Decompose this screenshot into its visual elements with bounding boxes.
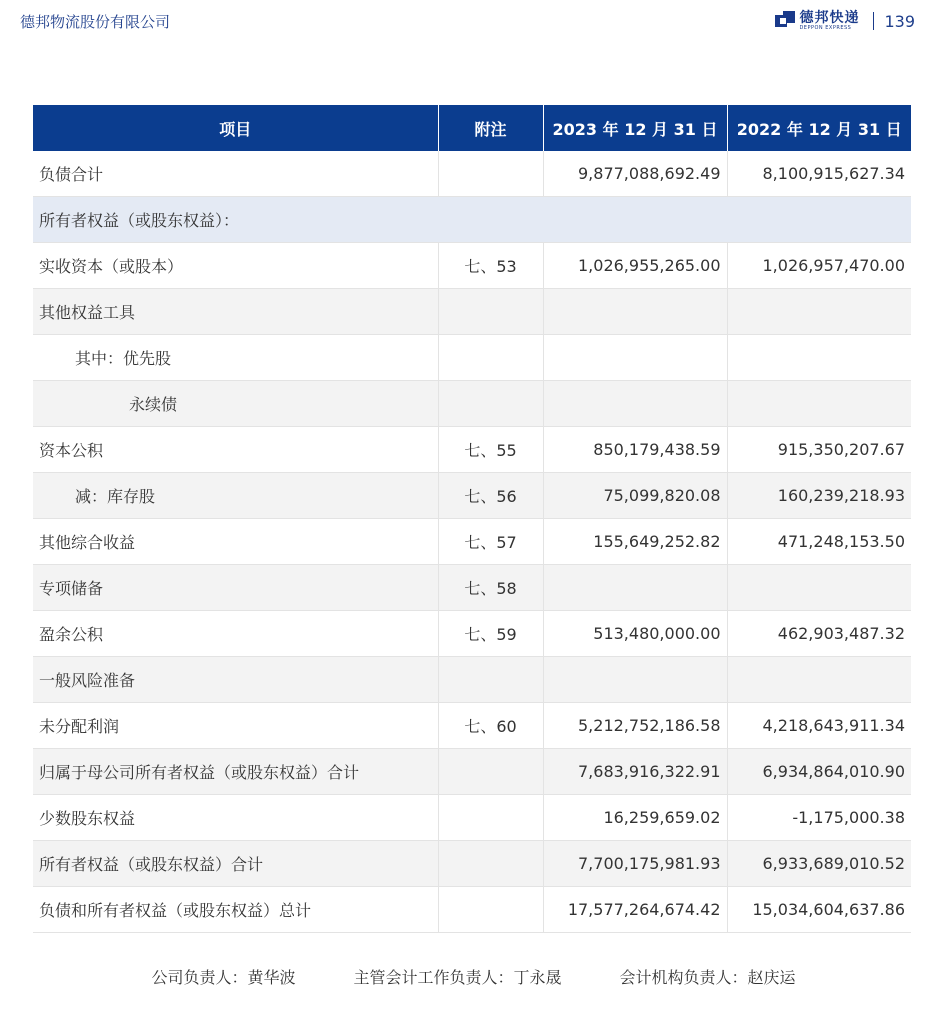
row-value-2022: 160,239,218.93 <box>727 473 911 519</box>
table-row <box>33 381 911 427</box>
row-note <box>438 749 543 795</box>
row-value-2022: 462,903,487.32 <box>727 611 911 657</box>
row-value-2023 <box>543 565 727 611</box>
row-value-2023: 17,577,264,674.42 <box>543 887 727 933</box>
row-note <box>438 657 543 703</box>
row-value-2023 <box>543 657 727 703</box>
table-row <box>33 565 911 611</box>
row-value-2022: 471,248,153.50 <box>727 519 911 565</box>
row-item: 专项储备 <box>33 565 438 611</box>
table-row <box>33 749 911 795</box>
brand-logo-cn: 德邦快递 <box>799 10 860 26</box>
row-item: 少数股东权益 <box>33 795 438 841</box>
section-title: 所有者权益（或股东权益）： <box>33 197 911 243</box>
row-note: 七、58 <box>438 565 543 611</box>
table-row <box>33 473 911 519</box>
header-divider <box>873 12 874 30</box>
row-item: 负债和所有者权益（或股东权益）总计 <box>33 887 438 933</box>
accounting-head-signature: 主管会计工作负责人：丁永晟 <box>353 968 562 987</box>
row-value-2023: 850,179,438.59 <box>543 427 727 473</box>
row-value-2022: 6,933,689,010.52 <box>727 841 911 887</box>
deppon-logo-icon <box>775 11 795 31</box>
row-note <box>438 151 543 197</box>
table-row <box>33 795 911 841</box>
row-item: 未分配利润 <box>33 703 438 749</box>
row-note <box>438 887 543 933</box>
row-item: 负债合计 <box>33 151 438 197</box>
table-row <box>33 289 911 335</box>
column-header-2023: 2023 年 12 月 31 日 <box>543 105 727 151</box>
row-item: 资本公积 <box>33 427 438 473</box>
row-item: 其他权益工具 <box>33 289 438 335</box>
row-note <box>438 335 543 381</box>
row-note: 七、60 <box>438 703 543 749</box>
row-value-2022 <box>727 289 911 335</box>
row-note <box>438 841 543 887</box>
row-item: 实收资本（或股本） <box>33 243 438 289</box>
row-value-2022: 15,034,604,637.86 <box>727 887 911 933</box>
row-note <box>438 381 543 427</box>
row-note <box>438 795 543 841</box>
row-item: 所有者权益（或股东权益）合计 <box>33 841 438 887</box>
row-value-2023: 16,259,659.02 <box>543 795 727 841</box>
column-header-item: 项目 <box>33 105 438 151</box>
column-header-2022: 2022 年 12 月 31 日 <box>727 105 911 151</box>
row-note: 七、57 <box>438 519 543 565</box>
row-value-2022 <box>727 335 911 381</box>
row-value-2023: 7,683,916,322.91 <box>543 749 727 795</box>
row-value-2023: 513,480,000.00 <box>543 611 727 657</box>
table-row <box>33 657 911 703</box>
table-row <box>33 335 911 381</box>
row-value-2022: 8,100,915,627.34 <box>727 151 911 197</box>
row-note: 七、59 <box>438 611 543 657</box>
row-value-2023: 75,099,820.08 <box>543 473 727 519</box>
row-value-2023: 1,026,955,265.00 <box>543 243 727 289</box>
brand-logo-text <box>799 11 859 31</box>
row-note <box>438 289 543 335</box>
accounting-org-head-signature: 会计机构负责人：赵庆运 <box>619 968 796 987</box>
table-header-row <box>33 105 911 151</box>
row-value-2022: -1,175,000.38 <box>727 795 911 841</box>
row-value-2022 <box>727 565 911 611</box>
row-note: 七、55 <box>438 427 543 473</box>
row-value-2023 <box>543 335 727 381</box>
signature-footer <box>0 965 947 988</box>
brand-logo-en: DEPPON EXPRESS <box>799 25 852 31</box>
table-row <box>33 519 911 565</box>
company-name: 德邦物流股份有限公司 <box>20 13 171 31</box>
row-item: 其中：优先股 <box>33 335 438 381</box>
balance-sheet-table <box>33 105 911 933</box>
row-item: 归属于母公司所有者权益（或股东权益）合计 <box>33 749 438 795</box>
row-item: 其他综合收益 <box>33 519 438 565</box>
table-row <box>33 611 911 657</box>
row-value-2022: 6,934,864,010.90 <box>727 749 911 795</box>
row-note: 七、53 <box>438 243 543 289</box>
column-header-note: 附注 <box>438 105 543 151</box>
brand-area <box>775 9 915 33</box>
table-section-row <box>33 197 911 243</box>
row-item: 一般风险准备 <box>33 657 438 703</box>
row-value-2023: 7,700,175,981.93 <box>543 841 727 887</box>
row-value-2022: 1,026,957,470.00 <box>727 243 911 289</box>
table-row <box>33 151 911 197</box>
page-header <box>0 0 947 42</box>
row-value-2022: 4,218,643,911.34 <box>727 703 911 749</box>
table-row <box>33 703 911 749</box>
row-item: 盈余公积 <box>33 611 438 657</box>
row-value-2022 <box>727 657 911 703</box>
row-item: 减：库存股 <box>33 473 438 519</box>
row-note: 七、56 <box>438 473 543 519</box>
row-value-2023 <box>543 381 727 427</box>
page-number: 139 <box>884 11 915 31</box>
table-row <box>33 427 911 473</box>
row-value-2023: 9,877,088,692.49 <box>543 151 727 197</box>
table-row <box>33 243 911 289</box>
row-value-2022 <box>727 381 911 427</box>
row-value-2022: 915,350,207.67 <box>727 427 911 473</box>
company-head-signature: 公司负责人：黄华波 <box>151 968 296 987</box>
table-row <box>33 887 911 933</box>
row-item: 永续债 <box>33 381 438 427</box>
table-row <box>33 841 911 887</box>
row-value-2023: 155,649,252.82 <box>543 519 727 565</box>
row-value-2023: 5,212,752,186.58 <box>543 703 727 749</box>
row-value-2023 <box>543 289 727 335</box>
